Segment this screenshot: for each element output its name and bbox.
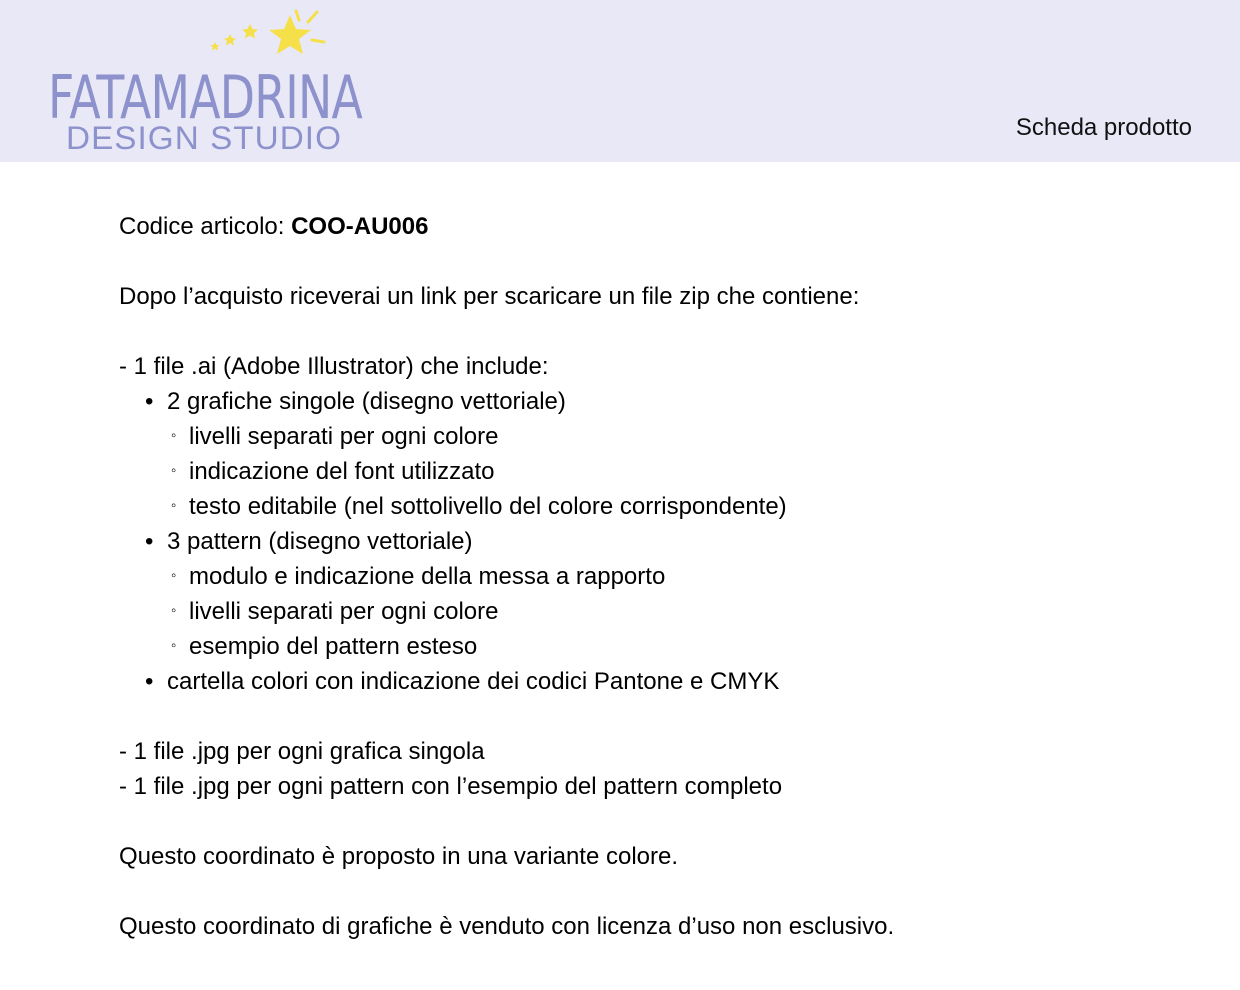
sub-bullet-label: livelli separati per ogni colore	[189, 598, 499, 625]
bullet-item	[119, 664, 1199, 699]
sub-bullet-label: livelli separati per ogni colore	[189, 423, 499, 450]
ai-file-item: - 1 file .ai (Adobe Illustrator) che include:	[119, 353, 549, 380]
sub-bullet-label: testo editabile (nel sottolivello del colore corrispondente)	[189, 493, 787, 520]
bullet-marker: •	[145, 528, 154, 555]
bullet-item-label: 3 pattern (disegno vettoriale)	[167, 528, 473, 555]
fatamadrina-logo-graphic	[44, 6, 374, 158]
star-icon	[269, 15, 311, 54]
license-note: Questo coordinato di grafiche è venduto con licenza d’uso non esclusivo.	[119, 913, 895, 940]
sub-bullet-label: indicazione del font utilizzato	[189, 458, 495, 485]
article-code-value: COO-AU006	[291, 213, 429, 240]
sub-bullet-marker: ◦	[171, 602, 177, 620]
sub-bullet-item	[119, 594, 1199, 629]
page-header	[0, 0, 1240, 162]
bullet-item	[119, 524, 1199, 559]
document-type-label: Scheda prodotto	[1015, 114, 1192, 141]
logo-studio-text: DESIGN STUDIO	[66, 120, 342, 156]
logo-brand-text: FATAMADRINA	[48, 63, 363, 133]
sub-bullet-item	[119, 629, 1199, 664]
sub-bullet-marker: ◦	[171, 427, 177, 445]
sub-bullet-label: esempio del pattern esteso	[189, 633, 478, 660]
sub-bullet-item	[119, 489, 1199, 524]
bullet-item-label: 2 grafiche singole (disegno vettoriale)	[167, 388, 566, 415]
sub-bullet-marker: ◦	[171, 497, 177, 515]
brand-logo	[44, 6, 374, 158]
sub-bullet-label: modulo e indicazione della messa a rapporto	[189, 563, 666, 590]
bullet-marker: •	[145, 668, 154, 695]
sub-bullet-item	[119, 454, 1199, 489]
sub-bullet-item	[119, 559, 1199, 594]
sub-bullet-marker: ◦	[171, 637, 177, 655]
jpg-graphics-item: - 1 file .jpg per ogni grafica singola	[119, 738, 485, 765]
article-code-label: Codice articolo:	[119, 213, 292, 240]
jpg-patterns-item: - 1 file .jpg per ogni pattern con l’esempio del pattern completo	[119, 773, 783, 800]
bullet-item	[119, 384, 1199, 419]
bullet-marker: •	[145, 388, 154, 415]
product-sheet-body	[119, 209, 1199, 944]
bullet-item-label: cartella colori con indicazione dei codici Pantone e CMYK	[167, 668, 780, 695]
variant-note: Questo coordinato è proposto in una variante colore.	[119, 843, 679, 870]
sub-bullet-item	[119, 419, 1199, 454]
intro-text: Dopo l’acquisto riceverai un link per scaricare un file zip che contiene:	[119, 283, 860, 310]
small-star-icon	[242, 24, 258, 39]
sub-bullet-marker: ◦	[171, 567, 177, 585]
article-code-line	[119, 209, 1199, 244]
sub-bullet-marker: ◦	[171, 462, 177, 480]
